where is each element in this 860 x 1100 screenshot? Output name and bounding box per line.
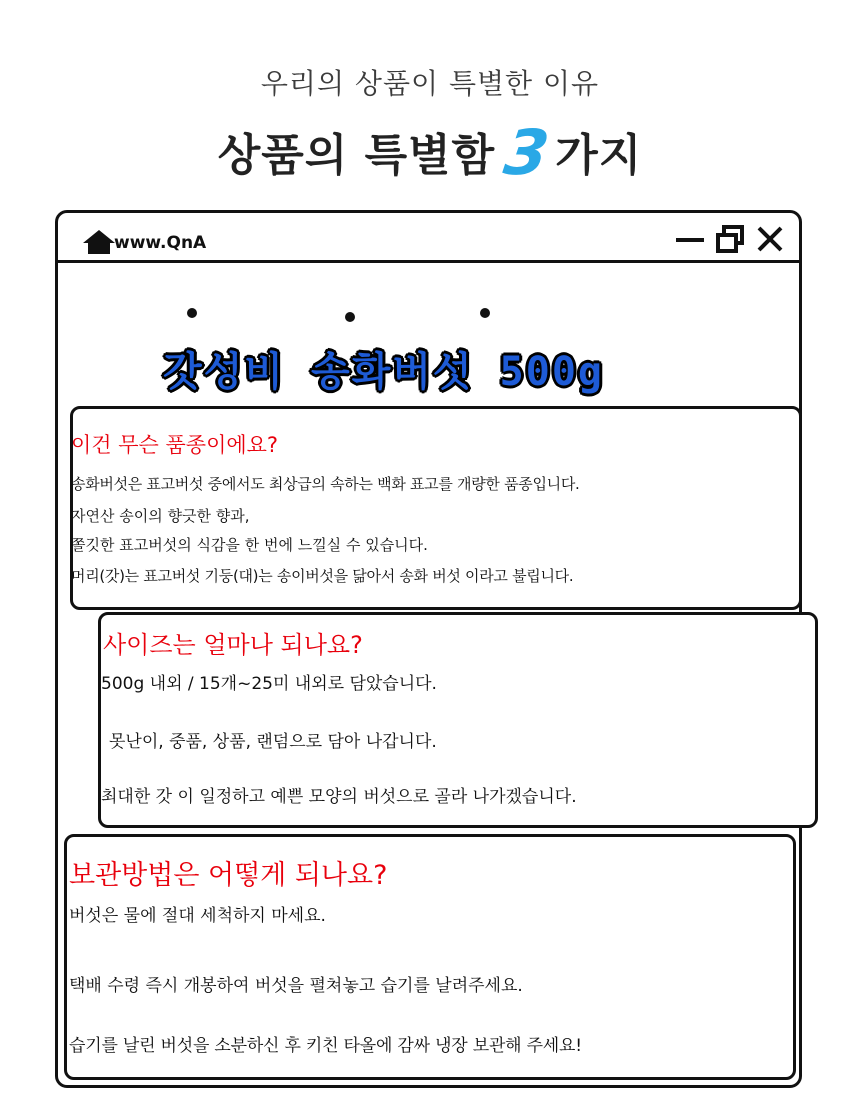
headline-number: 3 xyxy=(499,116,555,189)
url-text: www.QnA xyxy=(114,233,207,253)
headline xyxy=(0,112,860,189)
answer-line: 500g 내외 / 15개~25미 내외로 담았습니다. xyxy=(101,674,437,694)
product-name-part2: 송화버섯 xyxy=(311,349,474,395)
product-name-part3: 500g xyxy=(499,349,604,395)
question-heading: 사이즈는 얼마나 되나요? xyxy=(103,631,363,659)
answer-line: 습기를 날린 버섯을 소분하신 후 키친 타올에 감싸 냉장 보관해 주세요! xyxy=(69,1036,582,1056)
question-heading: 보관방법은 어떻게 되나요? xyxy=(69,860,388,891)
decorative-dot xyxy=(345,312,355,322)
decorative-dot xyxy=(187,308,197,318)
headline-right: 가지 xyxy=(555,130,643,181)
answer-line: 쫄깃한 표고버섯의 식감을 한 번에 느낄실 수 있습니다. xyxy=(71,536,428,554)
minimize-icon[interactable] xyxy=(674,223,706,255)
subtitle: 우리의 상품이 특별한 이유 xyxy=(260,67,600,100)
answer-line: 버섯은 물에 절대 세척하지 마세요. xyxy=(69,906,326,926)
home-icon[interactable] xyxy=(82,229,116,255)
qna-box-storage xyxy=(64,834,796,1080)
answer-line: 못난이, 중품, 상품, 랜덤으로 담아 나갑니다. xyxy=(109,732,437,752)
qna-box-variety xyxy=(70,406,802,610)
headline-left: 상품의 특별함 xyxy=(217,130,496,181)
decorative-dot xyxy=(480,308,490,318)
product-title xyxy=(163,340,703,396)
restore-icon[interactable] xyxy=(714,223,746,255)
close-icon[interactable] xyxy=(754,223,786,255)
answer-line: 최대한 갓 이 일정하고 예쁜 모양의 버섯으로 골라 나가겠습니다. xyxy=(101,787,577,807)
answer-line: 송화버섯은 표고버섯 중에서도 최상급의 속하는 백화 표고를 개량한 품종입니다. xyxy=(71,475,580,493)
window-titlebar xyxy=(58,213,799,263)
product-name-part1: 갓성비 xyxy=(163,349,285,395)
answer-line: 택배 수령 즉시 개봉하여 버섯을 펼쳐놓고 습기를 날려주세요. xyxy=(69,976,523,996)
answer-line: 머리(갓)는 표고버섯 기둥(대)는 송이버섯을 닮아서 송화 버섯 이라고 불립니다. xyxy=(71,567,574,585)
qna-box-size xyxy=(98,612,818,828)
answer-line: 자연산 송이의 향긋한 향과, xyxy=(71,507,250,525)
question-heading: 이건 무슨 품종이에요? xyxy=(71,433,279,457)
